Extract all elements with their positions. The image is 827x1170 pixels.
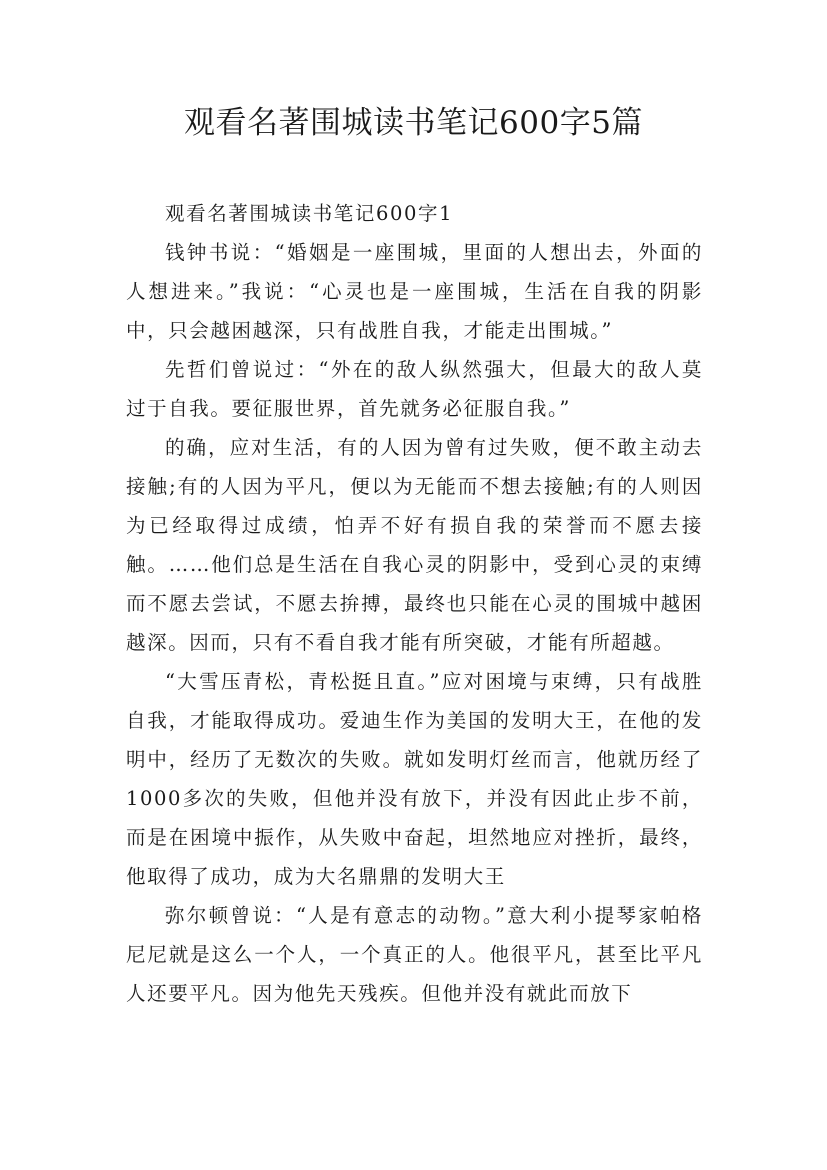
paragraph: 先哲们曾说过：“外在的敌人纵然强大，但最大的敌人莫过于自我。要征服世界，首先就务必征服自我。” — [126, 358, 703, 420]
paragraph: 的确，应对生活，有的人因为曾有过失败，便不敢主动去接触;有的人因为平凡，便以为无能而不想去接触;有的人则因为已经取得过成绩，怕弄不好有损自我的荣誉而不愿去接触。……他们总是生活在自我心灵的阴影中，受到心灵的束缚而不愿去尝试，不愿去拚搏，最终也只能在心灵的围城中越困越深。因而，只有不看自我才能有所突破，才能有所超越。 — [126, 436, 703, 654]
section-heading: 观看名著围城读书笔记600字1 — [165, 202, 454, 225]
paragraph: 弥尔顿曾说：“人是有意志的动物。”意大利小提琴家帕格尼尼就是这么一个人，一个真正的人。他很平凡，甚至比平凡人还要平凡。因为他先天残疾。但他并没有就此而放下 — [126, 904, 703, 1005]
document-body — [126, 194, 703, 1013]
document-title: 观看名著围城读书笔记600字5篇 — [184, 105, 643, 141]
paragraph: 钱钟书说：“婚姻是一座围城，里面的人想出去，外面的人想进来。”我说：“心灵也是一座围城，生活在自我的阴影中，只会越困越深，只有战胜自我，才能走出围城。” — [126, 241, 703, 342]
paragraph: “大雪压青松，青松挺且直。”应对困境与束缚，只有战胜自我，才能取得成功。爱迪生作为美国的发明大王，在他的发明中，经历了无数次的失败。就如发明灯丝而言，他就历经了1000多次的失败，但他并没有放下，并没有因此止步不前，而是在困境中振作，从失败中奋起，坦然地应对挫折，最终，他取得了成功，成为大名鼎鼎的发明大王 — [126, 670, 703, 888]
